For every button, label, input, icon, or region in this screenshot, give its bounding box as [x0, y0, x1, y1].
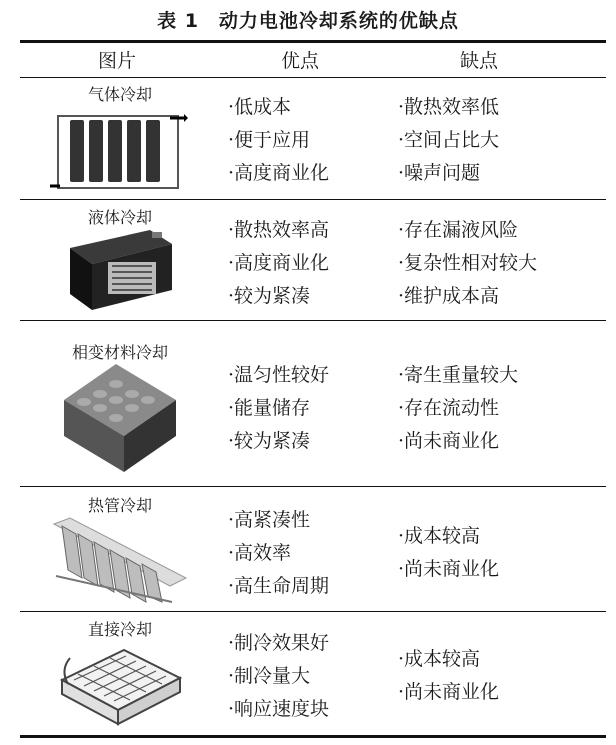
- list-item: ·空间占比大: [398, 129, 500, 151]
- cons-list: [398, 359, 518, 458]
- list-item: ·尚未商业化: [398, 681, 500, 703]
- heat-pipe-array-icon: [52, 516, 188, 604]
- header-image: 图片: [98, 50, 137, 72]
- phase-change-block-icon: [60, 362, 180, 474]
- image-label: 液体冷却: [87, 208, 152, 227]
- top-rule: [20, 40, 606, 43]
- pros-list: [228, 214, 329, 313]
- pros-list: [228, 91, 329, 190]
- list-item: ·高生命周期: [228, 575, 330, 597]
- list-item: ·高效率: [228, 542, 292, 564]
- list-item: ·维护成本高: [398, 285, 500, 307]
- list-item: ·能量储存: [228, 397, 311, 419]
- list-item: ·存在流动性: [398, 397, 500, 419]
- liquid-cooling-module-icon: [60, 226, 180, 316]
- list-item: ·寄生重量较大: [398, 364, 519, 386]
- row-divider: [20, 199, 606, 200]
- bottom-rule: [20, 735, 606, 738]
- list-item: ·复杂性相对较大: [398, 252, 538, 274]
- list-item: ·成本较高: [398, 648, 481, 670]
- air-cooling-diagram-icon: [48, 106, 188, 194]
- header-rule: [20, 77, 606, 78]
- list-item: ·较为紧凑: [228, 285, 311, 307]
- row-divider: [20, 611, 606, 612]
- row-divider: [20, 486, 606, 487]
- list-item: ·响应速度块: [228, 698, 330, 720]
- cons-list: [398, 91, 499, 190]
- table-title: 表 1 动力电池冷却系统的优缺点: [157, 10, 459, 32]
- header-cons: 缺点: [460, 50, 499, 72]
- list-item: ·较为紧凑: [228, 430, 311, 452]
- pros-list: [228, 627, 329, 726]
- list-item: ·噪声问题: [398, 162, 481, 184]
- pros-list: [228, 504, 329, 603]
- list-item: ·温匀性较好: [228, 364, 330, 386]
- list-item: ·存在漏液风险: [398, 219, 519, 241]
- list-item: ·高度商业化: [228, 162, 330, 184]
- cons-list: [398, 643, 499, 709]
- list-item: ·低成本: [228, 96, 292, 118]
- image-label: 相变材料冷却: [71, 343, 168, 362]
- image-label: 气体冷却: [87, 85, 152, 104]
- cons-list: [398, 520, 499, 586]
- list-item: ·尚未商业化: [398, 430, 500, 452]
- list-item: ·制冷效果好: [228, 632, 330, 654]
- row-divider: [20, 320, 606, 321]
- list-item: ·便于应用: [228, 129, 311, 151]
- list-item: ·散热效率高: [228, 219, 330, 241]
- list-item: ·制冷量大: [228, 665, 311, 687]
- image-label: 热管冷却: [87, 496, 152, 515]
- cons-list: [398, 214, 537, 313]
- image-label: 直接冷却: [87, 620, 152, 639]
- header-pros: 优点: [281, 50, 320, 72]
- list-item: ·高紧凑性: [228, 509, 311, 531]
- list-item: ·成本较高: [398, 525, 481, 547]
- list-item: ·尚未商业化: [398, 558, 500, 580]
- pros-list: [228, 359, 329, 458]
- list-item: ·散热效率低: [398, 96, 500, 118]
- direct-cooling-frame-icon: [54, 640, 186, 728]
- list-item: ·高度商业化: [228, 252, 330, 274]
